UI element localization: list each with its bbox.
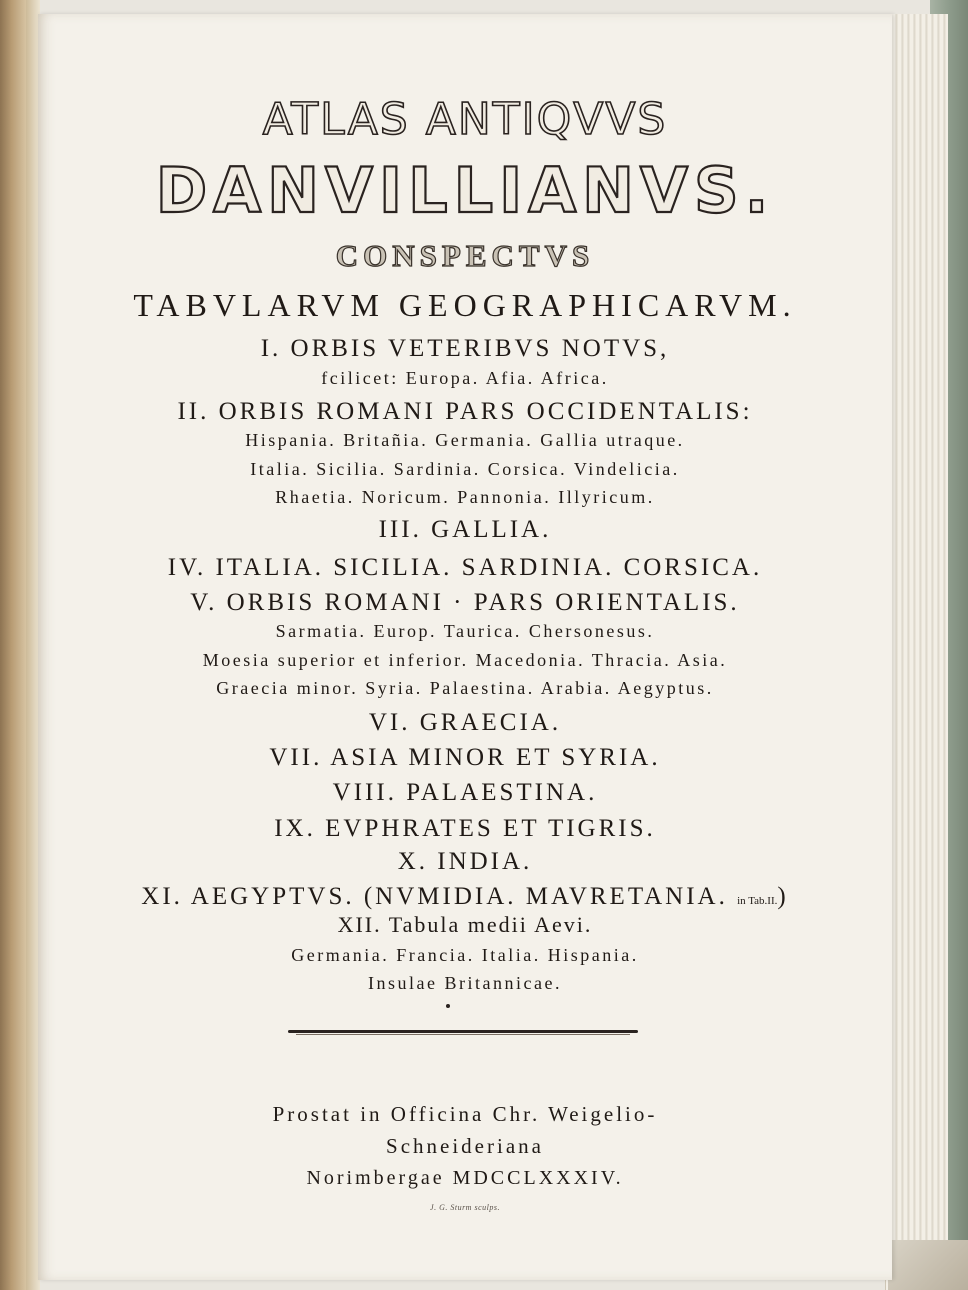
imprint-line-2: Schneideriana [386,1134,544,1158]
ornament-dot [446,1004,450,1008]
imprint-line-1: Prostat in Officina Chr. Weigelio- [272,1102,658,1126]
divider-rule [288,1030,638,1033]
map-entry-2-regions-1: Hispania. Britañia. Germania. Gallia utraque. [245,430,685,450]
map-entry-3: III. GALLIA. [378,516,552,543]
map-entry-1-regions: fcilicet: Europa. Afia. Africa. [321,368,609,388]
map-entry-7: VII. ASIA MINOR ET SYRIA. [269,744,661,771]
map-entry-5: V. ORBIS ROMANI · PARS ORIENTALIS. [190,589,740,616]
map-entry-11-close: ) [777,883,789,910]
map-entry-12: XII. Tabula medii Aevi. [337,912,593,937]
map-entry-5-regions-3: Graecia minor. Syria. Palaestina. Arabia. Aegyptus. [216,678,714,698]
title-page [38,14,892,1280]
map-entry-12-regions-2: Insulae Britannicae. [368,973,562,993]
map-entry-9: IX. EVPHRATES ET TIGRIS. [274,815,656,842]
map-entry-5-regions-1: Sarmatia. Europ. Taurica. Chersonesus. [275,621,655,641]
map-entry-11 [38,884,892,909]
map-entry-2: II. ORBIS ROMANI PARS OCCIDENTALIS: [177,398,753,425]
imprint-line-3: Norimbergae MDCCLXXXIV. [306,1167,624,1189]
title-line-1: ATLAS ANTIQVVS [262,94,668,145]
divider-rule-shadow [296,1034,630,1035]
map-entry-12-regions-1: Germania. Francia. Italia. Hispania. [291,945,639,965]
map-entry-4: IV. ITALIA. SICILIA. SARDINIA. CORSICA. [167,554,763,581]
book-spine [0,0,26,1290]
map-entry-10: X. INDIA. [397,848,533,875]
map-entry-1: I. ORBIS VETERIBVS NOTVS, [260,335,670,362]
map-entry-11-note: in Tab.II. [737,895,778,907]
title-line-2: DANVILLIANVS. [155,154,775,227]
page-edges [885,14,948,1290]
map-entry-2-regions-3: Rhaetia. Noricum. Pannonia. Illyricum. [275,487,655,507]
map-entry-2-regions-2: Italia. Sicilia. Sardinia. Corsica. Vindelicia. [250,459,680,479]
map-entry-8: VIII. PALAESTINA. [332,779,598,806]
map-entry-5-regions-2: Moesia superior et inferior. Macedonia. Thracia. Asia. [202,650,728,670]
map-entry-6: VI. GRAECIA. [368,709,562,736]
map-entry-11-label: XI. AEGYPTVS. (NVMIDIA. MAVRETANIA. [141,883,728,910]
cover-corner [888,1240,968,1290]
engraver-credit: J. G. Sturm sculps. [430,1203,500,1212]
title-line-3: CONSPECTVS [335,238,595,273]
title-line-4: TABVLARVM GEOGRAPHICARVM. [133,287,797,323]
